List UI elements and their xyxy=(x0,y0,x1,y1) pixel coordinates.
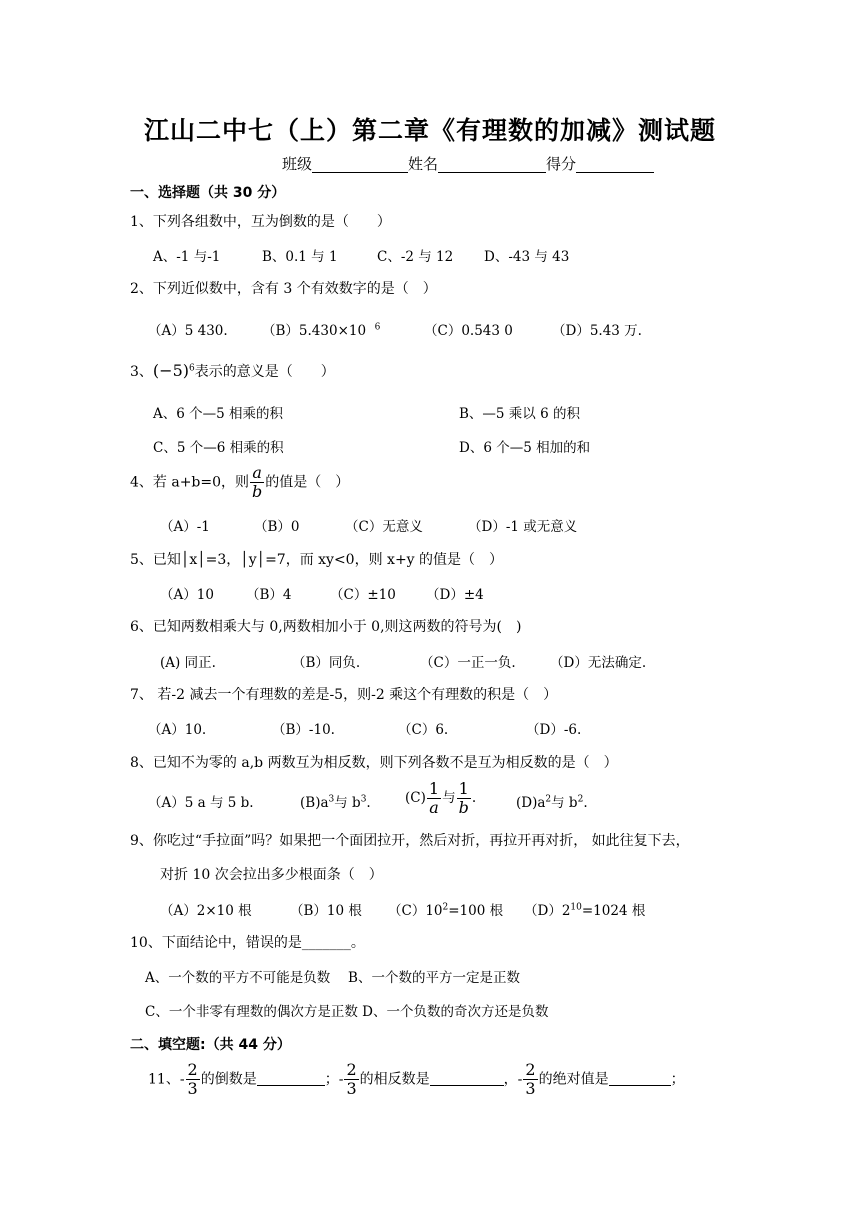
student-info-line xyxy=(282,153,654,174)
q2-option-d: （D）5.43 万. xyxy=(552,323,642,339)
class-label: 班级 xyxy=(282,155,313,173)
question-2: 2、下列近似数中，含有 3 个有效数字的是（ ） xyxy=(130,281,437,297)
question-9-line-1: 9、你吃过“手拉面”吗？如果把一个面团拉开，然后对折，再拉开再对折， 如此往复下去， xyxy=(130,833,690,849)
q8-d-pre: (D)a xyxy=(516,795,546,811)
q5-option-d: （D）±4 xyxy=(426,587,484,603)
q4-option-b: （B）0 xyxy=(254,519,300,535)
q8-option-a: （A）5 a 与 5 b. xyxy=(148,795,254,811)
q4-option-d: （D）-1 或无意义 xyxy=(468,519,578,535)
q11-den1: 3 xyxy=(187,1079,198,1098)
q8-b-exp1: 3 xyxy=(328,794,335,805)
q1-option-b: B、0.1 与 1 xyxy=(262,249,338,265)
q8-option-b xyxy=(300,791,371,811)
q3-expression: (−5) xyxy=(152,361,189,380)
q4-fraction xyxy=(250,464,264,501)
q10-options-cd: C、一个非零有理数的偶次方是正数 D、一个负数的奇次方还是负数 xyxy=(145,1004,549,1020)
q11-fraction-3 xyxy=(523,1061,537,1098)
q11-num1: 2 xyxy=(187,1060,198,1079)
q8-d-mid: 与 b xyxy=(551,795,578,811)
q7-option-c: （C）6. xyxy=(398,722,449,738)
question-5: 5、已知│x│=3，│y│=7，而 xy<0，则 x+y 的值是（ ） xyxy=(130,552,504,568)
q9-d-post: =1024 根 xyxy=(581,903,646,919)
q9-d-pre: （D）2 xyxy=(524,903,571,919)
q11-den3: 3 xyxy=(525,1079,536,1098)
q11-fraction-1 xyxy=(186,1061,200,1098)
q8-c-num1: 1 xyxy=(428,779,440,798)
q11-sep-2: ，- xyxy=(503,1071,523,1088)
q3-option-d: D、6 个—5 相加的和 xyxy=(459,440,591,456)
q8-d-exp1: 2 xyxy=(545,794,552,805)
q4-option-a: （A）-1 xyxy=(160,519,210,535)
q2-option-b-text: （B）5.430×10 xyxy=(262,323,367,339)
q9-option-d xyxy=(524,899,645,919)
q11-num2: 2 xyxy=(346,1060,357,1079)
q1-option-d: D、-43 与 43 xyxy=(484,249,570,265)
q11-opposite-blank[interactable] xyxy=(430,1071,504,1086)
q4-numerator: a xyxy=(250,464,264,483)
q3-option-b: B、—5 乘以 6 的积 xyxy=(459,406,580,422)
q9-d-exp: 10 xyxy=(570,902,582,913)
q8-c-fraction-2 xyxy=(457,780,471,817)
q6-option-a: (A) 同正. xyxy=(160,655,216,671)
q2-option-c: （C）0.543 0 xyxy=(424,323,513,339)
q2-option-b-exponent: 6 xyxy=(374,322,381,333)
q7-option-b: （B）-10. xyxy=(272,722,335,738)
question-4 xyxy=(130,464,349,501)
q7-option-a: （A）10. xyxy=(148,722,207,738)
question-10: 10、下面结论中，错误的是_______。 xyxy=(130,935,365,951)
q11-absolute-blank[interactable] xyxy=(609,1071,671,1086)
q1-option-c: C、-2 与 12 xyxy=(377,249,454,265)
q11-fraction-2 xyxy=(344,1061,358,1098)
q11-num3: 2 xyxy=(525,1060,536,1079)
q8-option-c xyxy=(405,780,476,817)
question-1: 1、下列各组数中，互为倒数的是（ ） xyxy=(130,214,391,230)
q11-opposite-label: 的相反数是 xyxy=(359,1071,430,1088)
name-blank xyxy=(438,155,546,173)
q8-b-mid: 与 b xyxy=(334,795,361,811)
q8-c-mid: 与 xyxy=(442,790,456,806)
q3-exponent: 6 xyxy=(189,363,195,374)
question-8: 8、已知不为零的 a,b 两数互为相反数，则下列各数不是互为相反数的是（ ） xyxy=(130,755,618,771)
q6-option-b: （B）同负. xyxy=(292,655,361,671)
q3-text: 表示的意义是（ ） xyxy=(194,364,335,380)
q8-c-pre: (C) xyxy=(405,790,426,806)
q7-option-d: （D）-6. xyxy=(526,722,582,738)
q9-option-c xyxy=(388,899,503,919)
q8-c-den2: b xyxy=(458,798,469,817)
q11-den2: 3 xyxy=(346,1079,357,1098)
q6-option-c: （C）一正一负. xyxy=(420,655,516,671)
q3-option-a: A、6 个—5 相乘的积 xyxy=(153,406,284,422)
name-label: 姓名 xyxy=(408,155,439,173)
q6-option-d: （D）无法确定. xyxy=(550,655,647,671)
question-3 xyxy=(130,361,335,381)
q9-c-pre: （C）10 xyxy=(388,903,443,919)
score-label: 得分 xyxy=(546,155,577,173)
q4-denominator: b xyxy=(252,482,263,501)
q4-option-c: （C）无意义 xyxy=(345,519,423,535)
q4-suffix: 的值是（ ） xyxy=(265,474,350,491)
score-blank xyxy=(576,155,654,173)
q8-c-end: . xyxy=(471,790,477,806)
q8-option-d xyxy=(516,791,588,811)
q3-prefix: 3、 xyxy=(130,364,153,380)
class-blank xyxy=(312,155,408,173)
q9-option-b: （B）10 根 xyxy=(290,903,362,919)
q11-end: ； xyxy=(670,1071,685,1088)
q2-option-b xyxy=(262,319,380,339)
question-11 xyxy=(148,1061,685,1098)
q8-b-pre: (B)a xyxy=(300,795,329,811)
q1-option-a: A、-1 与-1 xyxy=(153,249,221,265)
q11-prefix: 11、- xyxy=(148,1071,185,1088)
q8-c-fraction-1 xyxy=(427,780,441,817)
q8-b-exp2: 3 xyxy=(360,794,367,805)
question-7: 7、 若-2 减去一个有理数的差是-5，则-2 乘这个有理数的积是（ ） xyxy=(130,687,558,703)
q8-b-end: . xyxy=(366,795,371,811)
question-6: 6、已知两数相乘大与 0,两数相加小于 0,则这两数的符号为( ) xyxy=(130,619,522,635)
q10-options-ab: A、一个数的平方不可能是负数 B、一个数的平方一定是正数 xyxy=(145,970,520,986)
q8-d-exp2: 2 xyxy=(577,794,584,805)
q9-option-a: （A）2×10 根 xyxy=(160,903,252,919)
q11-reciprocal-label: 的倒数是 xyxy=(200,1071,257,1088)
q4-prefix: 4、若 a+b=0，则 xyxy=(130,474,250,491)
q11-reciprocal-blank[interactable] xyxy=(257,1071,325,1086)
q5-option-b: （B）4 xyxy=(246,587,292,603)
q8-c-num2: 1 xyxy=(457,780,471,799)
q5-option-a: （A）10 xyxy=(160,587,214,603)
q5-option-c: （C）±10 xyxy=(330,587,396,603)
q9-c-exp: 2 xyxy=(442,902,449,913)
q9-c-post: =100 根 xyxy=(448,903,504,919)
q8-c-den1: a xyxy=(429,798,439,817)
q3-option-c: C、5 个—6 相乘的积 xyxy=(153,440,284,456)
page-title: 江山二中七（上）第二章《有理数的加减》测试题 xyxy=(143,116,716,145)
q2-option-a: （A）5 430. xyxy=(148,323,228,339)
section-choice-heading: 一、选择题（共 30 分） xyxy=(130,185,286,201)
q8-d-end: . xyxy=(583,795,588,811)
question-9-line-2: 对折 10 次会拉出多少根面条（ ） xyxy=(160,867,383,883)
q11-sep-1: ；- xyxy=(324,1071,344,1088)
q11-absolute-label: 的绝对值是 xyxy=(538,1071,609,1088)
section-fill-heading: 二、填空题:（共 44 分） xyxy=(130,1037,291,1053)
